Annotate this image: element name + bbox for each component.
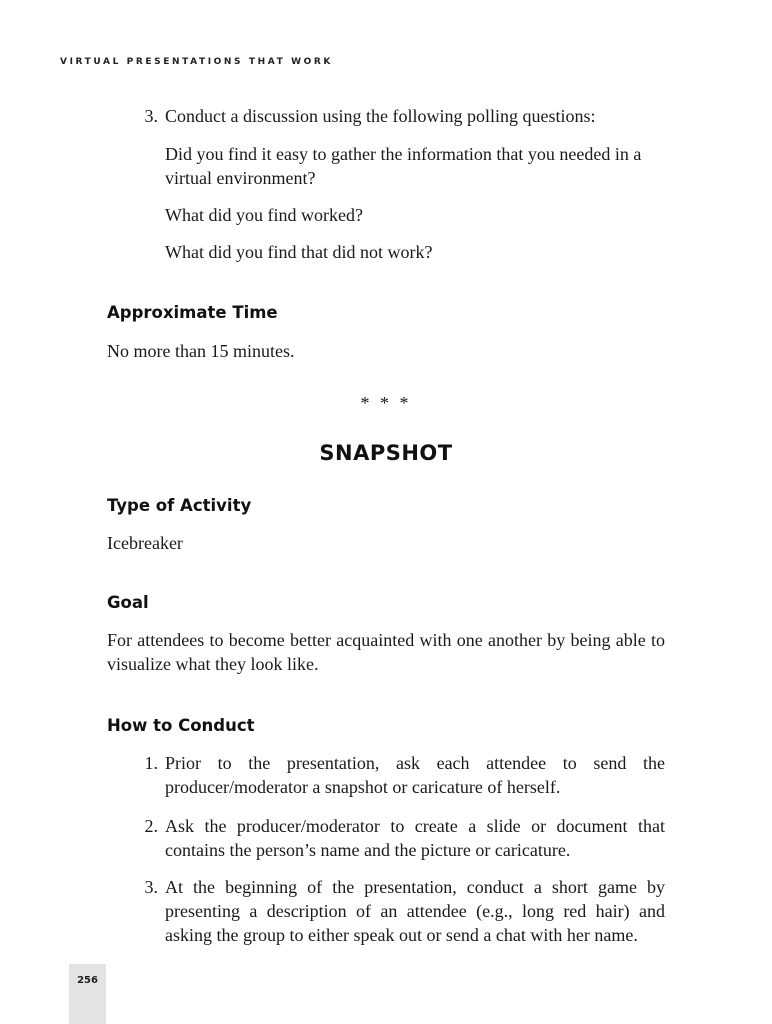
- list-number: 2.: [144, 816, 158, 836]
- list-item-text: Prior to the presentation, ask each attendee to send the producer/moderator a snapshot or caricature of herself.: [165, 753, 665, 797]
- running-head: VIRTUAL PRESENTATIONS THAT WORK: [60, 57, 333, 67]
- list-item-text: Conduct a discussion using the following polling questions:: [165, 106, 596, 126]
- page-number: 256: [77, 975, 98, 986]
- paragraph: No more than 15 minutes.: [107, 341, 295, 361]
- page-number-tab: [69, 964, 106, 1024]
- section-heading: Type of Activity: [107, 496, 252, 515]
- polling-question: What did you find that did not work?: [165, 242, 433, 262]
- section-heading: Approximate Time: [107, 303, 278, 322]
- polling-question: Did you find it easy to gather the information that you needed in a virtual environment?: [165, 144, 642, 188]
- section-heading: How to Conduct: [107, 716, 255, 735]
- list-number: 1.: [144, 753, 158, 773]
- list-number: 3.: [144, 106, 158, 126]
- list-item-text: Ask the producer/moderator to create a slide or document that contains the person’s name and the picture or caricature.: [165, 816, 665, 860]
- section-divider: * * *: [360, 393, 412, 413]
- list-item-text: At the beginning of the presentation, conduct a short game by presenting a description of an attendee (e.g., long red hair) and asking the group to either speak out or send a chat with her name.: [165, 877, 665, 945]
- section-heading: Goal: [107, 593, 149, 612]
- paragraph: Icebreaker: [107, 533, 183, 553]
- list-number: 3.: [144, 877, 158, 897]
- polling-question: What did you find worked?: [165, 205, 363, 225]
- paragraph: For attendees to become better acquainted with one another by being able to visualize what they look like.: [107, 630, 665, 674]
- activity-title: SNAPSHOT: [319, 441, 453, 465]
